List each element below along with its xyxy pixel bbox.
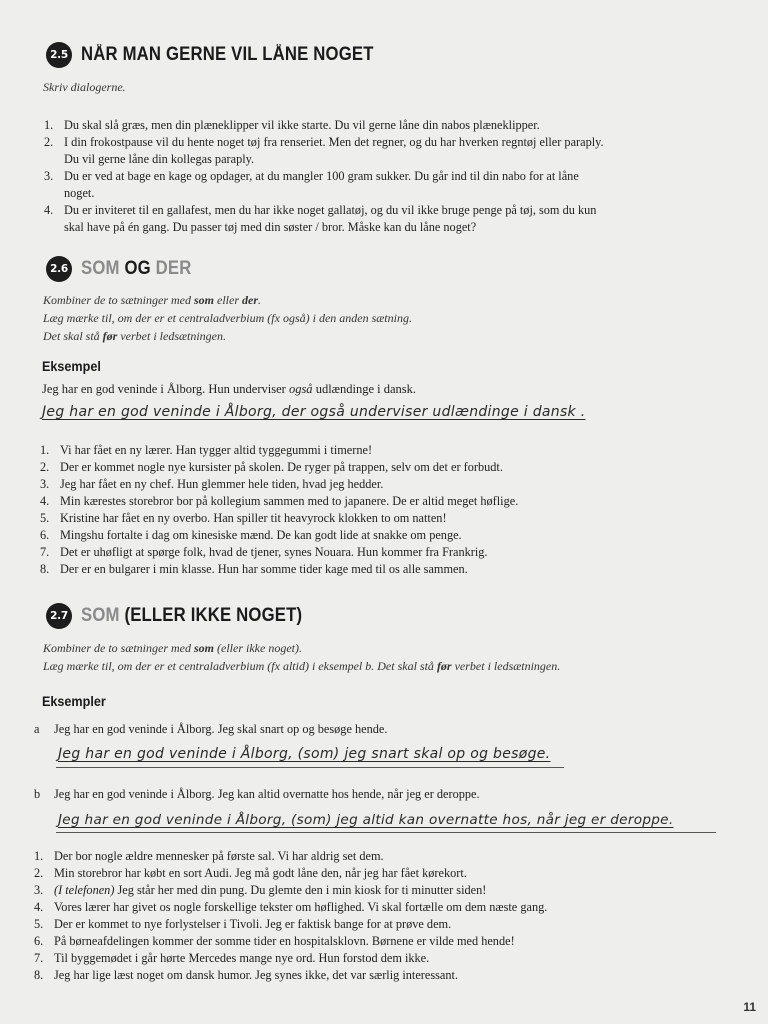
section-title xyxy=(81,258,191,280)
item-number: 6. xyxy=(34,934,44,948)
item-text: Der er en bulgarer i min klasse. Hun har somme tider kage med til os alle sammen. xyxy=(60,562,468,576)
section-instruction: Kombiner de to sætninger med som (eller ikke noget). Læg mærke til, om der er et centraladverbium (fx altid) i eksempel b. Det skal stå før verbet i ledsætningen. xyxy=(43,641,561,673)
item-number: 8. xyxy=(40,562,50,576)
exercise-list-2-5 xyxy=(44,117,604,236)
item-text: Du skal slå græs, men din plæneklipper vil ikke starte. Du vil gerne låne din nabos plæneklipper. xyxy=(64,118,540,132)
example-a-sentence: Jeg har en god veninde i Ålborg. Jeg skal snart op og besøge hende. xyxy=(54,722,388,736)
item-number: 8. xyxy=(34,968,44,982)
item-text: Vores lærer har givet os nogle forskellige tekster om høflighed. Vi skal fortælle om dem næste gang. xyxy=(54,900,548,914)
item-number: 3. xyxy=(40,477,50,491)
list-item xyxy=(40,544,600,561)
item-number: 6. xyxy=(40,528,50,542)
list-item xyxy=(40,561,600,578)
list-item xyxy=(44,202,604,236)
item-number: 2. xyxy=(34,866,44,880)
item-number: 1. xyxy=(34,849,44,863)
section-badge: 2.6 xyxy=(46,256,72,282)
list-item xyxy=(34,916,634,933)
list-item xyxy=(40,493,600,510)
item-text: Vi har fået en ny lærer. Han tygger altid tyggegummi i timerne! xyxy=(60,443,373,457)
item-number: 1. xyxy=(44,118,54,132)
handwritten-answer: Jeg har en god veninde i Ålborg, der også underviser udlændinge i dansk . xyxy=(42,404,586,420)
item-text: Jeg har lige læst noget om dansk humor. Jeg synes ikke, det var særlig interessant. xyxy=(54,968,459,982)
list-item xyxy=(44,134,604,168)
item-text: Der er kommet to nye forlystelser i Tivoli. Jeg er faktisk bange for at prøve dem. xyxy=(54,917,452,931)
list-item xyxy=(34,899,634,916)
exercise-list-2-7 xyxy=(34,848,634,984)
exercise-list-2-6 xyxy=(40,442,600,578)
list-item xyxy=(34,933,634,950)
title-part-som: SOM xyxy=(81,258,120,279)
example-heading: Eksempel xyxy=(42,358,101,374)
example-sentence: Jeg har en god veninde i Ålborg. Hun underviser også udlændinge i dansk. xyxy=(42,382,417,396)
item-number: 2. xyxy=(40,460,50,474)
list-item xyxy=(40,527,600,544)
section-instruction: Skriv dialogerne. xyxy=(43,80,126,94)
item-number: 4. xyxy=(40,494,50,508)
item-text: Der bor nogle ældre mennesker på første sal. Vi har aldrig set dem. xyxy=(54,849,384,863)
list-item xyxy=(40,459,600,476)
section-badge: 2.7 xyxy=(46,603,72,629)
section-2-5-header xyxy=(46,42,414,68)
section-title xyxy=(81,605,302,627)
handwritten-answer-a: Jeg har en god veninde i Ålborg, (som) jeg snart skal op og besøge. xyxy=(58,746,551,762)
item-text: Mingshu fortalte i dag om kinesiske mænd. De kan godt lide at snakke om penge. xyxy=(60,528,462,542)
title-part-og: OG xyxy=(124,258,151,279)
example-b-sentence: Jeg har en god veninde i Ålborg. Jeg kan altid overnatte hos hende, når jeg er deroppe. xyxy=(54,787,480,801)
item-number: 4. xyxy=(34,900,44,914)
example-a-letter: a xyxy=(34,722,40,736)
item-text: (I telefonen) Jeg står her med din pung. Du glemte den i min kiosk for ti minutter siden! xyxy=(54,883,487,897)
section-2-6-header xyxy=(46,256,207,282)
item-number: 5. xyxy=(34,917,44,931)
list-item xyxy=(40,442,600,459)
page-number: 11 xyxy=(743,1000,756,1014)
list-item xyxy=(34,865,634,882)
item-text: Kristine har fået en ny overbo. Han spiller tit heavyrock klokken to om natten! xyxy=(60,511,447,525)
item-text: Du er inviteret til en gallafest, men du har ikke noget gallatøj, og du vil ikke bruge penge på tøj, som du kun skal have på én gang. Du passer tøj med din søster / bror. Måske kan du låne noget? xyxy=(64,203,597,234)
item-text: Der er kommet nogle nye kursister på skolen. De ryger på trappen, selv om det er forbudt. xyxy=(60,460,503,474)
item-number: 7. xyxy=(40,545,50,559)
item-number: 2. xyxy=(44,135,54,149)
item-text: Du er ved at bage en kage og opdager, at du mangler 100 gram sukker. Du går ind til din nabo for at låne noget. xyxy=(64,169,579,200)
title-part-der: DER xyxy=(155,258,192,279)
item-number: 7. xyxy=(34,951,44,965)
list-item xyxy=(44,168,604,202)
item-text: Jeg har fået en ny chef. Hun glemmer hele tiden, hvad jeg hedder. xyxy=(60,477,384,491)
item-number: 5. xyxy=(40,511,50,525)
list-item xyxy=(40,510,600,527)
list-item xyxy=(40,476,600,493)
list-item xyxy=(44,117,604,134)
example-heading: Eksempler xyxy=(42,693,106,709)
answer-line xyxy=(56,767,564,768)
section-title: NÅR MAN GERNE VIL LÅNE NOGET xyxy=(81,44,374,65)
section-instruction: Kombiner de to sætninger med som eller der. Læg mærke til, om der er et centraladverbium (fx også) i den anden sætning. Det skal stå før verbet i ledsætningen. xyxy=(43,293,412,343)
item-text: Til byggemødet i går hørte Mercedes mange nye ord. Hun forstod dem ikke. xyxy=(54,951,430,965)
section-badge: 2.5 xyxy=(46,42,72,68)
title-part-som: SOM xyxy=(81,605,120,626)
item-text: I din frokostpause vil du hente noget tøj fra renseriet. Men det regner, og du har hverken regntøj eller paraply. Du vil gerne låne din kollegas paraply. xyxy=(64,135,604,166)
list-item xyxy=(34,967,634,984)
handwritten-answer-b: Jeg har en god veninde i Ålborg, (som) jeg altid kan overnatte hos, når jeg er deroppe. xyxy=(58,812,674,828)
title-part-eller-ikke-noget: (ELLER IKKE NOGET) xyxy=(124,605,303,626)
item-text: På børneafdelingen kommer der somme tider en hospitalsklovn. Børnene er vilde med hende! xyxy=(54,934,515,948)
item-text: Min kærestes storebror bor på kollegium sammen med to japanere. De er altid meget høflige. xyxy=(60,494,519,508)
list-item xyxy=(34,848,634,865)
item-number: 3. xyxy=(34,883,44,897)
answer-line xyxy=(56,832,716,833)
item-number: 4. xyxy=(44,203,54,217)
item-number: 1. xyxy=(40,443,50,457)
example-b-letter: b xyxy=(34,787,41,801)
list-item xyxy=(34,882,634,899)
item-text: Min storebror har købt en sort Audi. Jeg må godt låne den, når jeg har fået kørekort. xyxy=(54,866,467,880)
item-number: 3. xyxy=(44,169,54,183)
item-text: Det er uhøfligt at spørge folk, hvad de tjener, synes Nouara. Hun kommer fra Frankrig. xyxy=(60,545,488,559)
section-2-7-header xyxy=(46,603,332,629)
list-item xyxy=(34,950,634,967)
